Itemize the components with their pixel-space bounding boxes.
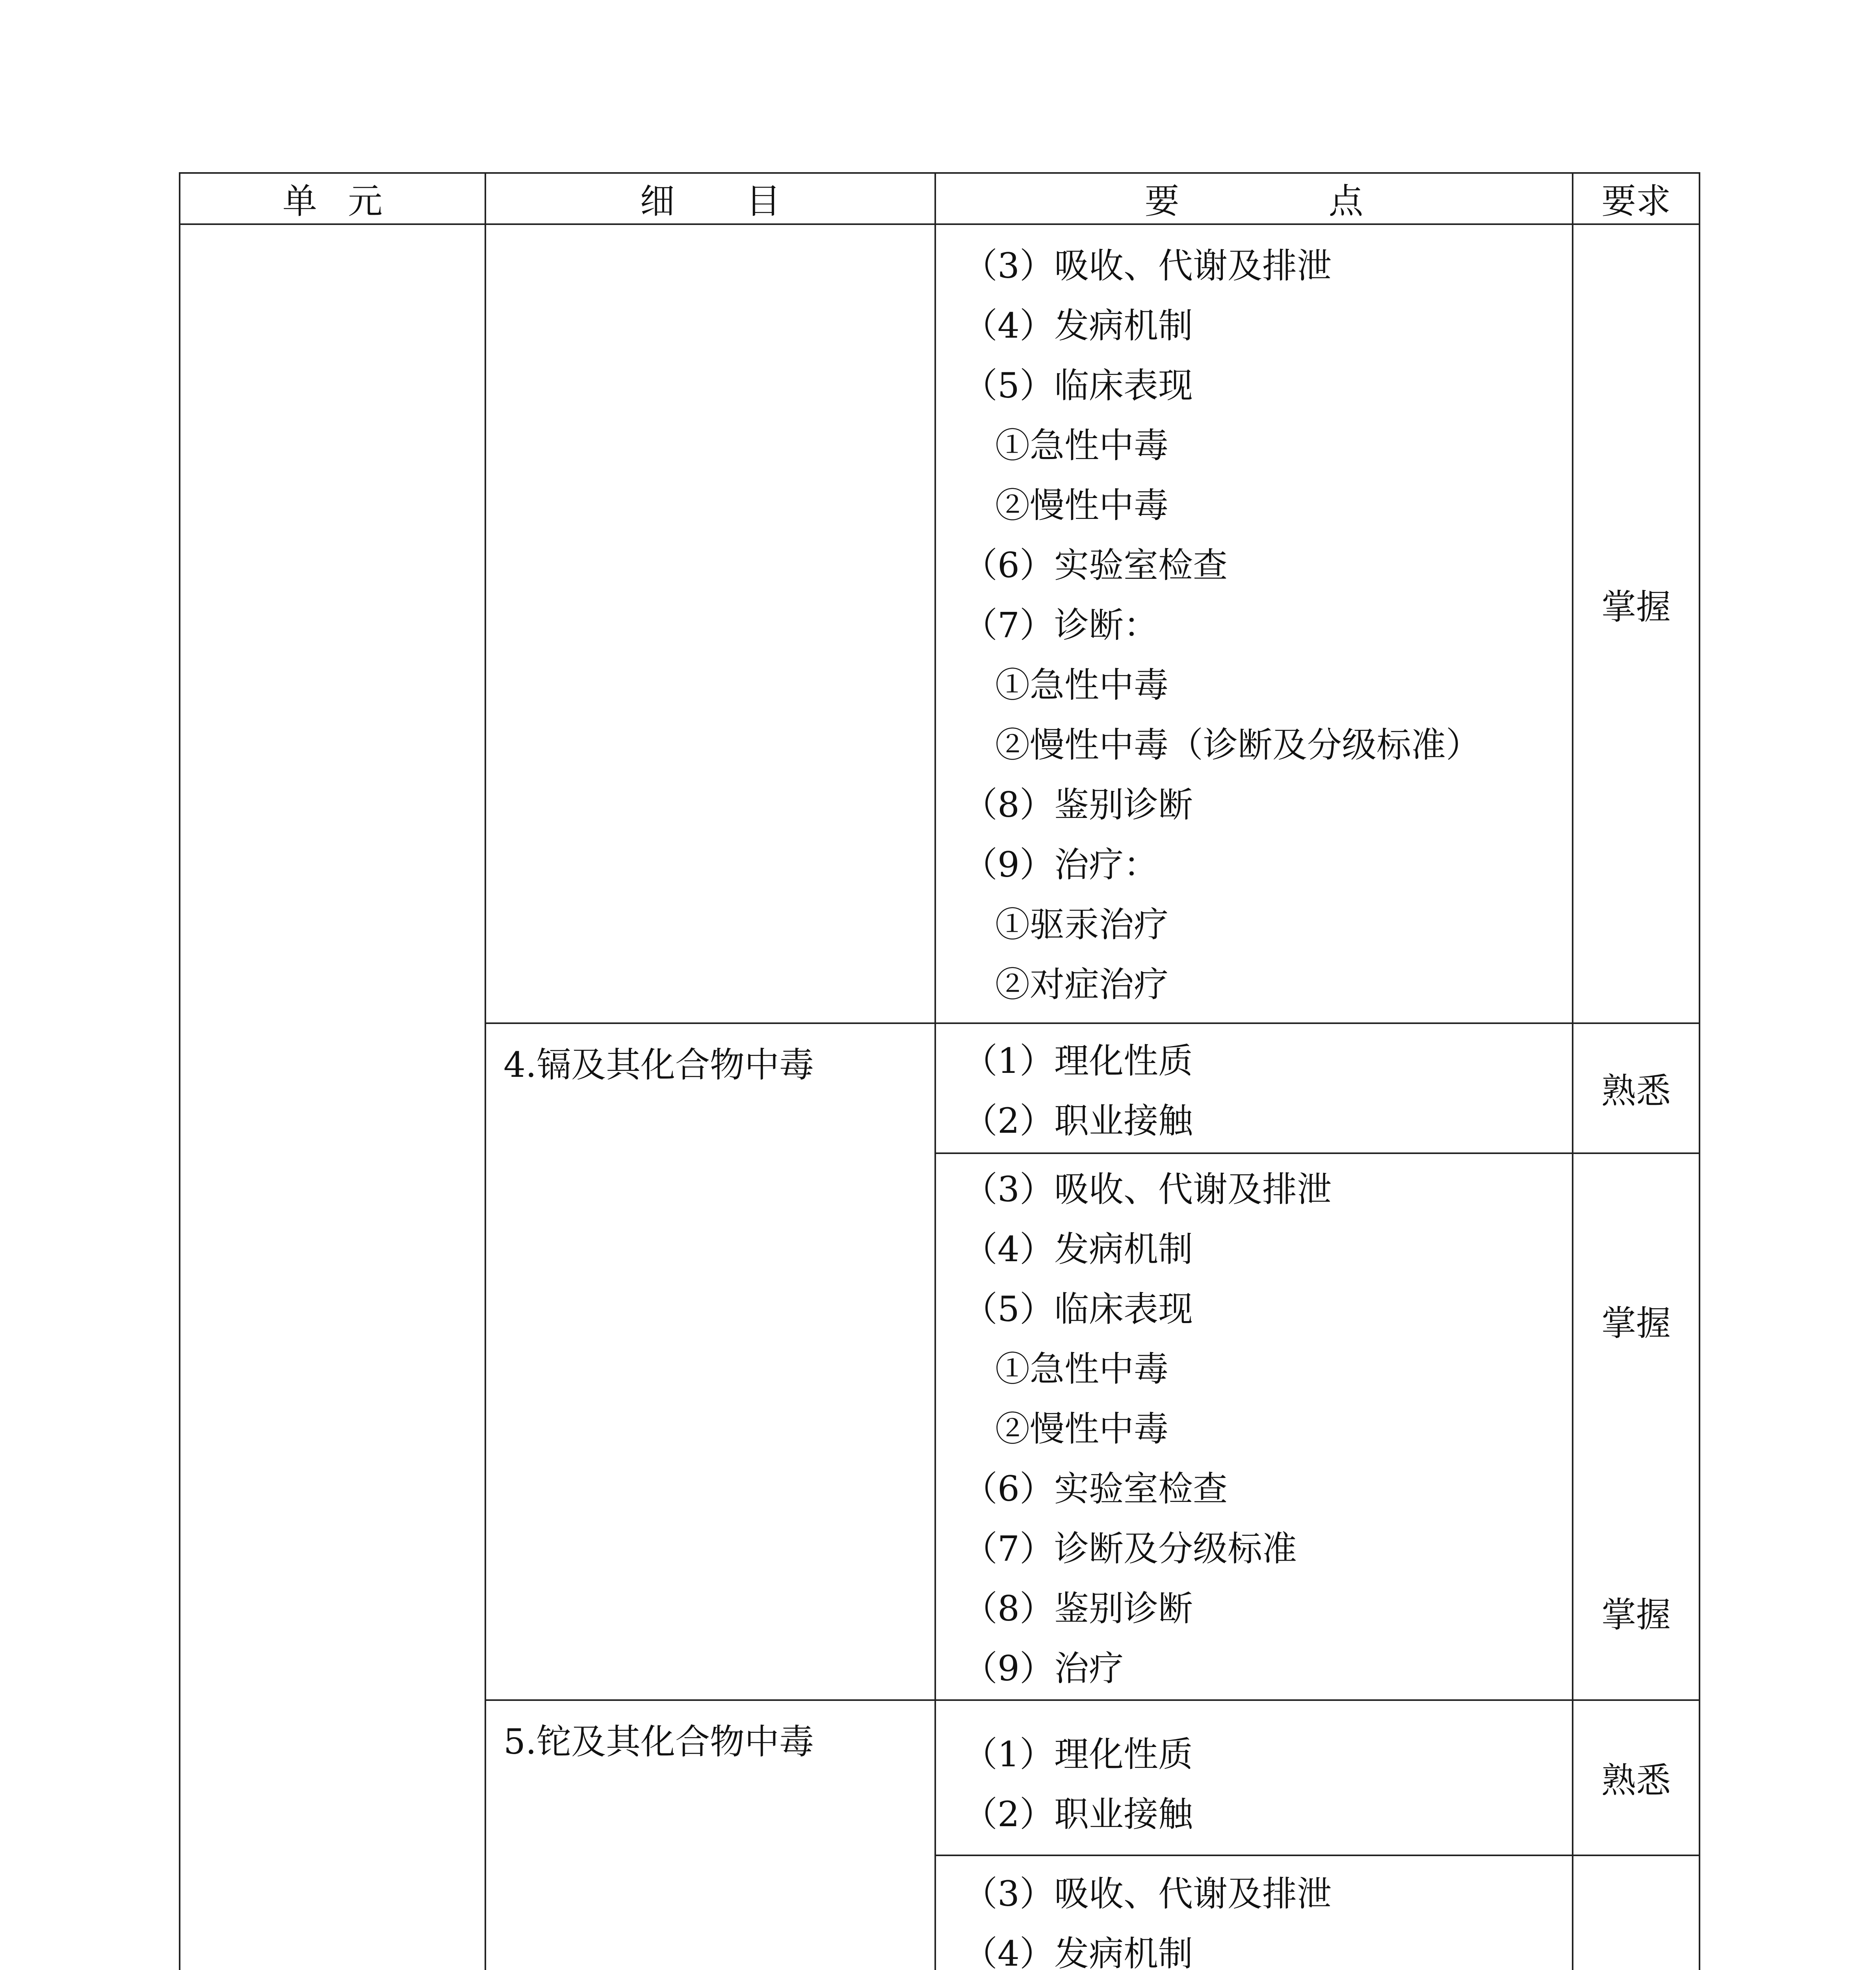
list-item: （3）吸收、代谢及排泄 [963, 245, 1332, 286]
list-item: （9）治疗 [963, 1648, 1124, 1689]
list-item: （4）发病机制 [963, 1229, 1193, 1269]
points-cell [935, 224, 1573, 1023]
points-cell [935, 1855, 1573, 1970]
list-item: （7）诊断： [963, 605, 1158, 645]
requirement-cell: 熟悉 [1573, 1700, 1700, 1855]
list-item: （3）吸收、代谢及排泄 [963, 1169, 1332, 1210]
points-cell [935, 1023, 1573, 1153]
detail-cell: 5.铊及其化合物中毒 [485, 1700, 935, 1970]
detail-cell [485, 224, 935, 1023]
points-cell [935, 1153, 1573, 1700]
list-item: ①急性中毒 [995, 425, 1169, 466]
table-header-row [180, 173, 1700, 224]
table-row [180, 224, 1700, 1023]
requirement-cell: 掌握 [1573, 224, 1700, 1023]
list-item: ①驱汞治疗 [995, 904, 1169, 945]
list-item: ①急性中毒 [995, 1349, 1169, 1389]
list-item: ①急性中毒 [995, 665, 1169, 705]
list-item: （2）职业接触 [963, 1794, 1193, 1834]
header-detail: 细 目 [485, 173, 935, 224]
list-item: （6）实验室检查 [963, 1468, 1228, 1509]
detail-cell: 4.镉及其化合物中毒 [485, 1023, 935, 1700]
points-cell [935, 1700, 1573, 1855]
list-item: （7）诊断及分级标准 [963, 1528, 1297, 1569]
requirement-cell: 掌握 掌握 [1573, 1153, 1700, 1700]
list-item: ②慢性中毒 [995, 485, 1169, 526]
header-requirement: 要求 [1573, 173, 1700, 224]
list-item: （2）职业接触 [963, 1100, 1193, 1141]
list-item: （1）理化性质 [963, 1041, 1193, 1081]
list-item: （5）临床表现 [963, 365, 1193, 406]
list-item: ②慢性中毒（诊断及分级标准） [995, 725, 1481, 765]
unit-cell [180, 224, 485, 1970]
list-item: （9）治疗： [963, 844, 1158, 885]
header-unit: 单 元 [180, 173, 485, 224]
list-item: ②慢性中毒 [995, 1409, 1169, 1449]
list-item: ②对症治疗 [995, 964, 1169, 1005]
list-item: （8）鉴别诊断 [963, 1588, 1193, 1629]
list-item: （5）临床表现 [963, 1289, 1193, 1329]
list-item: （4）发病机制 [963, 305, 1193, 346]
list-item: （6）实验室检查 [963, 545, 1228, 585]
list-item: （1）理化性质 [963, 1734, 1193, 1775]
requirement-cell: 熟悉 [1573, 1023, 1700, 1153]
header-points: 要 点 [935, 173, 1573, 224]
requirement-cell [1573, 1855, 1700, 1970]
list-item: （3）吸收、代谢及排泄 [963, 1873, 1332, 1914]
list-item: （4）发病机制 [963, 1933, 1193, 1970]
list-item: （8）鉴别诊断 [963, 784, 1193, 825]
syllabus-table [179, 172, 1700, 1970]
